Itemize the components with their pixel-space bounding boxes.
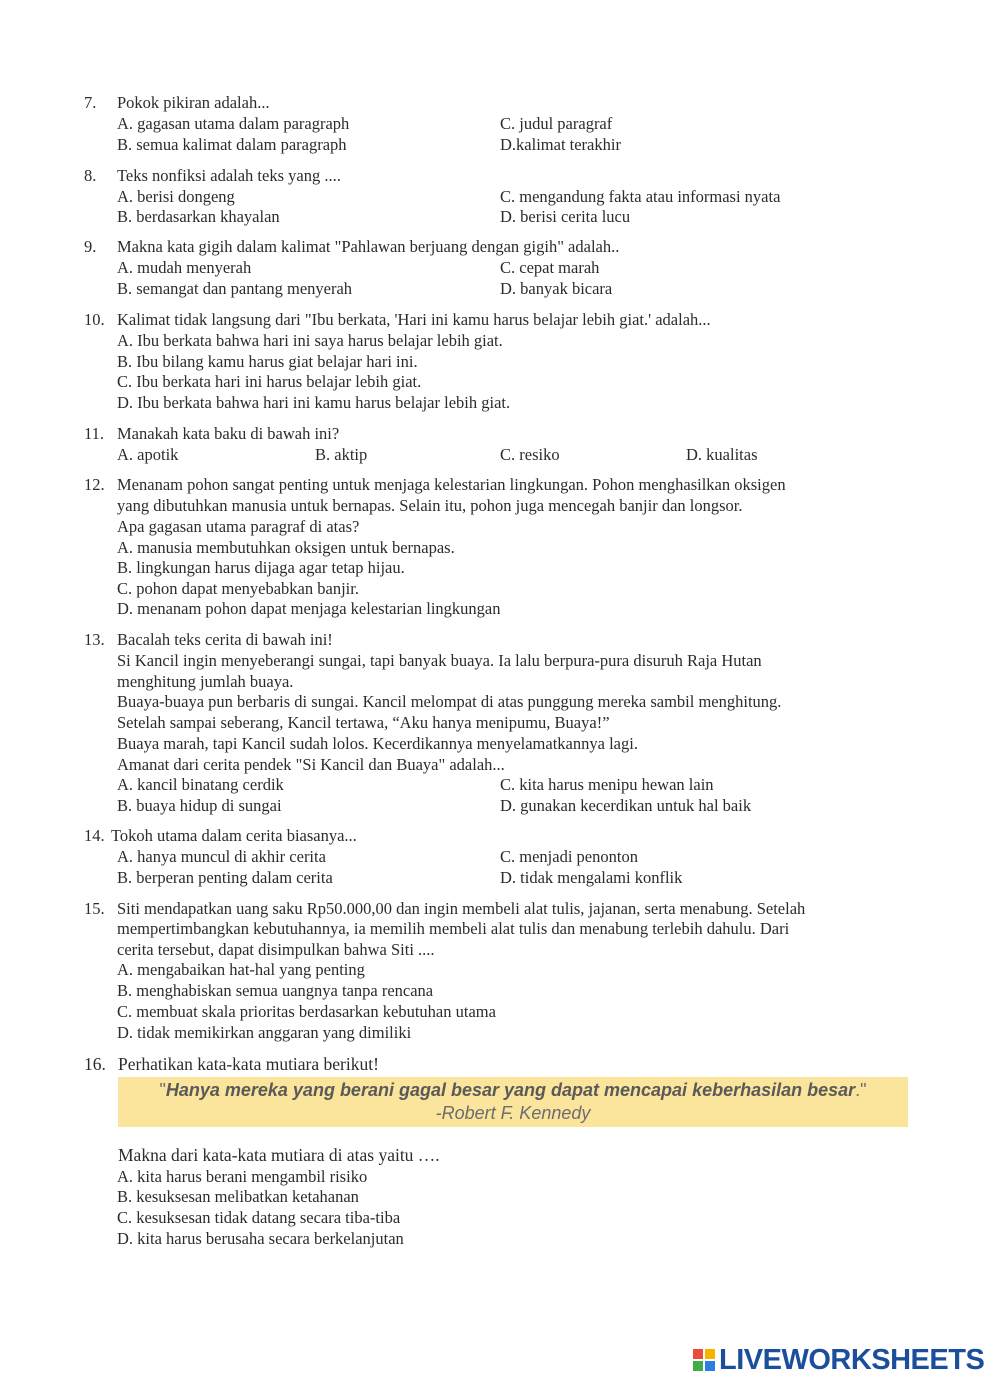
- question-stem-line: mempertimbangkan kebutuhannya, ia memilih membeli alat tulis dan menabung terlebih dahulu. Dari: [117, 919, 790, 938]
- option-d[interactable]: D. gunakan kecerdikan untuk hal baik: [500, 796, 752, 815]
- question-stem-line: Menanam pohon sangat penting untuk menjaga kelestarian lingkungan. Pohon menghasilkan oksigen: [117, 475, 786, 494]
- question-number: 11.: [84, 424, 105, 443]
- option-a[interactable]: A. manusia membutuhkan oksigen untuk bernapas.: [117, 538, 455, 557]
- quote-open-mark: ": [159, 1080, 166, 1100]
- option-d[interactable]: D. tidak mengalami konflik: [500, 868, 683, 887]
- question-stem-line: Amanat dari cerita pendek "Si Kancil dan Buaya" adalah...: [117, 755, 505, 774]
- option-d[interactable]: D. menanam pohon dapat menjaga kelestarian lingkungan: [117, 599, 501, 618]
- option-c[interactable]: C. cepat marah: [500, 258, 600, 277]
- option-c[interactable]: C. kesuksesan tidak datang secara tiba-tiba: [117, 1208, 401, 1227]
- logo-text: LIVEWORKSHEETS: [719, 1343, 985, 1376]
- liveworksheets-logo: [693, 1343, 985, 1376]
- question-stem: Manakah kata baku di bawah ini?: [117, 424, 340, 443]
- question-number: 10.: [84, 310, 105, 329]
- option-a[interactable]: A. apotik: [117, 445, 179, 464]
- option-a[interactable]: A. gagasan utama dalam paragraph: [117, 114, 350, 133]
- story-line: Setelah sampai seberang, Kancil tertawa, “Aku hanya menipumu, Buaya!”: [117, 713, 610, 732]
- option-d[interactable]: D.kalimat terakhir: [500, 135, 621, 154]
- option-b[interactable]: B. berperan penting dalam cerita: [117, 868, 333, 887]
- question-stem: Kalimat tidak langsung dari "Ibu berkata, 'Hari ini kamu harus belajar lebih giat.' adalah...: [117, 310, 711, 329]
- question-stem-line: Apa gagasan utama paragraf di atas?: [117, 517, 360, 536]
- question-number: 13.: [84, 630, 105, 649]
- question-prompt: Makna dari kata-kata mutiara di atas yaitu ….: [118, 1145, 440, 1165]
- question-number: 14.: [84, 826, 105, 845]
- question-stem-line: yang dibutuhkan manusia untuk bernapas. Selain itu, pohon juga mencegah banjir dan longsor.: [117, 496, 743, 515]
- option-b[interactable]: B. semangat dan pantang menyerah: [117, 279, 353, 298]
- option-a[interactable]: A. kita harus berani mengambil risiko: [117, 1167, 368, 1186]
- option-b[interactable]: B. menghabiskan semua uangnya tanpa rencana: [117, 981, 434, 1000]
- question-number: 8.: [84, 166, 97, 185]
- story-line: Buaya-buaya pun berbaris di sungai. Kancil melompat di atas punggung mereka sambil menghitung.: [117, 692, 782, 711]
- option-b[interactable]: B. kesuksesan melibatkan ketahanan: [117, 1187, 359, 1206]
- option-b[interactable]: B. semua kalimat dalam paragraph: [117, 135, 347, 154]
- question-stem-line: Siti mendapatkan uang saku Rp50.000,00 dan ingin membeli alat tulis, jajanan, serta menabung. Setelah: [117, 899, 806, 918]
- story-line: Si Kancil ingin menyeberangi sungai, tapi banyak buaya. Ia lalu berpura-pura disuruh Raja Hutan: [117, 651, 762, 670]
- logo-icon: [693, 1348, 717, 1372]
- question-number: 12.: [84, 475, 105, 494]
- option-a[interactable]: A. mengabaikan hat-hal yang penting: [117, 960, 365, 979]
- option-b[interactable]: B. berdasarkan khayalan: [117, 207, 280, 226]
- option-c[interactable]: C. pohon dapat menyebabkan banjir.: [117, 579, 359, 598]
- option-b[interactable]: B. Ibu bilang kamu harus giat belajar hari ini.: [117, 352, 418, 371]
- question-number: 7.: [84, 93, 97, 112]
- question-stem: Tokoh utama dalam cerita biasanya...: [111, 826, 357, 845]
- question-stem: Teks nonfiksi adalah teks yang ....: [117, 166, 341, 185]
- question-stem-line: Bacalah teks cerita di bawah ini!: [117, 630, 333, 649]
- question-stem-line: cerita tersebut, dapat disimpulkan bahwa Siti ....: [117, 940, 435, 959]
- option-d[interactable]: D. banyak bicara: [500, 279, 613, 298]
- option-d[interactable]: D. berisi cerita lucu: [500, 207, 631, 226]
- option-c[interactable]: C. mengandung fakta atau informasi nyata: [500, 187, 781, 206]
- quote-body: Hanya mereka yang berani gagal besar yang dapat mencapai keberhasilan besar: [165, 1080, 856, 1100]
- option-b[interactable]: B. buaya hidup di sungai: [117, 796, 282, 815]
- question-number: 9.: [84, 237, 97, 256]
- question-stem: Makna kata gigih dalam kalimat "Pahlawan berjuang dengan gigih" adalah..: [117, 237, 620, 256]
- question-stem: Pokok pikiran adalah...: [117, 93, 270, 112]
- option-d[interactable]: D. kita harus berusaha secara berkelanjutan: [117, 1229, 404, 1248]
- option-d[interactable]: D. Ibu berkata bahwa hari ini kamu harus belajar lebih giat.: [117, 393, 511, 412]
- option-c[interactable]: C. menjadi penonton: [500, 847, 638, 866]
- quote-close-mark: .": [855, 1080, 867, 1100]
- quote-box: [118, 1077, 908, 1127]
- option-a[interactable]: A. hanya muncul di akhir cerita: [117, 847, 326, 866]
- question-number: 15.: [84, 899, 105, 918]
- option-a[interactable]: A. Ibu berkata bahwa hari ini saya harus belajar lebih giat.: [117, 331, 503, 350]
- option-c[interactable]: C. Ibu berkata hari ini harus belajar lebih giat.: [117, 372, 422, 391]
- question-stem: Perhatikan kata-kata mutiara berikut!: [118, 1054, 379, 1074]
- quote-text: [118, 1080, 908, 1101]
- option-d[interactable]: D. tidak memikirkan anggaran yang dimiliki: [117, 1023, 412, 1042]
- story-line: Buaya marah, tapi Kancil sudah lolos. Kecerdikannya menyelamatkannya lagi.: [117, 734, 638, 753]
- option-a[interactable]: A. kancil binatang cerdik: [117, 775, 284, 794]
- option-c[interactable]: C. judul paragraf: [500, 114, 613, 133]
- question-number: 16.: [84, 1054, 106, 1074]
- option-b[interactable]: B. aktip: [315, 445, 368, 464]
- option-a[interactable]: A. berisi dongeng: [117, 187, 235, 206]
- option-c[interactable]: C. resiko: [500, 445, 560, 464]
- option-c[interactable]: C. membuat skala prioritas berdasarkan kebutuhan utama: [117, 1002, 496, 1021]
- option-d[interactable]: D. kualitas: [686, 445, 758, 464]
- option-b[interactable]: B. lingkungan harus dijaga agar tetap hijau.: [117, 558, 405, 577]
- story-line: menghitung jumlah buaya.: [117, 672, 294, 691]
- quote-author: -Robert F. Kennedy: [435, 1103, 591, 1123]
- option-a[interactable]: A. mudah menyerah: [117, 258, 252, 277]
- option-c[interactable]: C. kita harus menipu hewan lain: [500, 775, 714, 794]
